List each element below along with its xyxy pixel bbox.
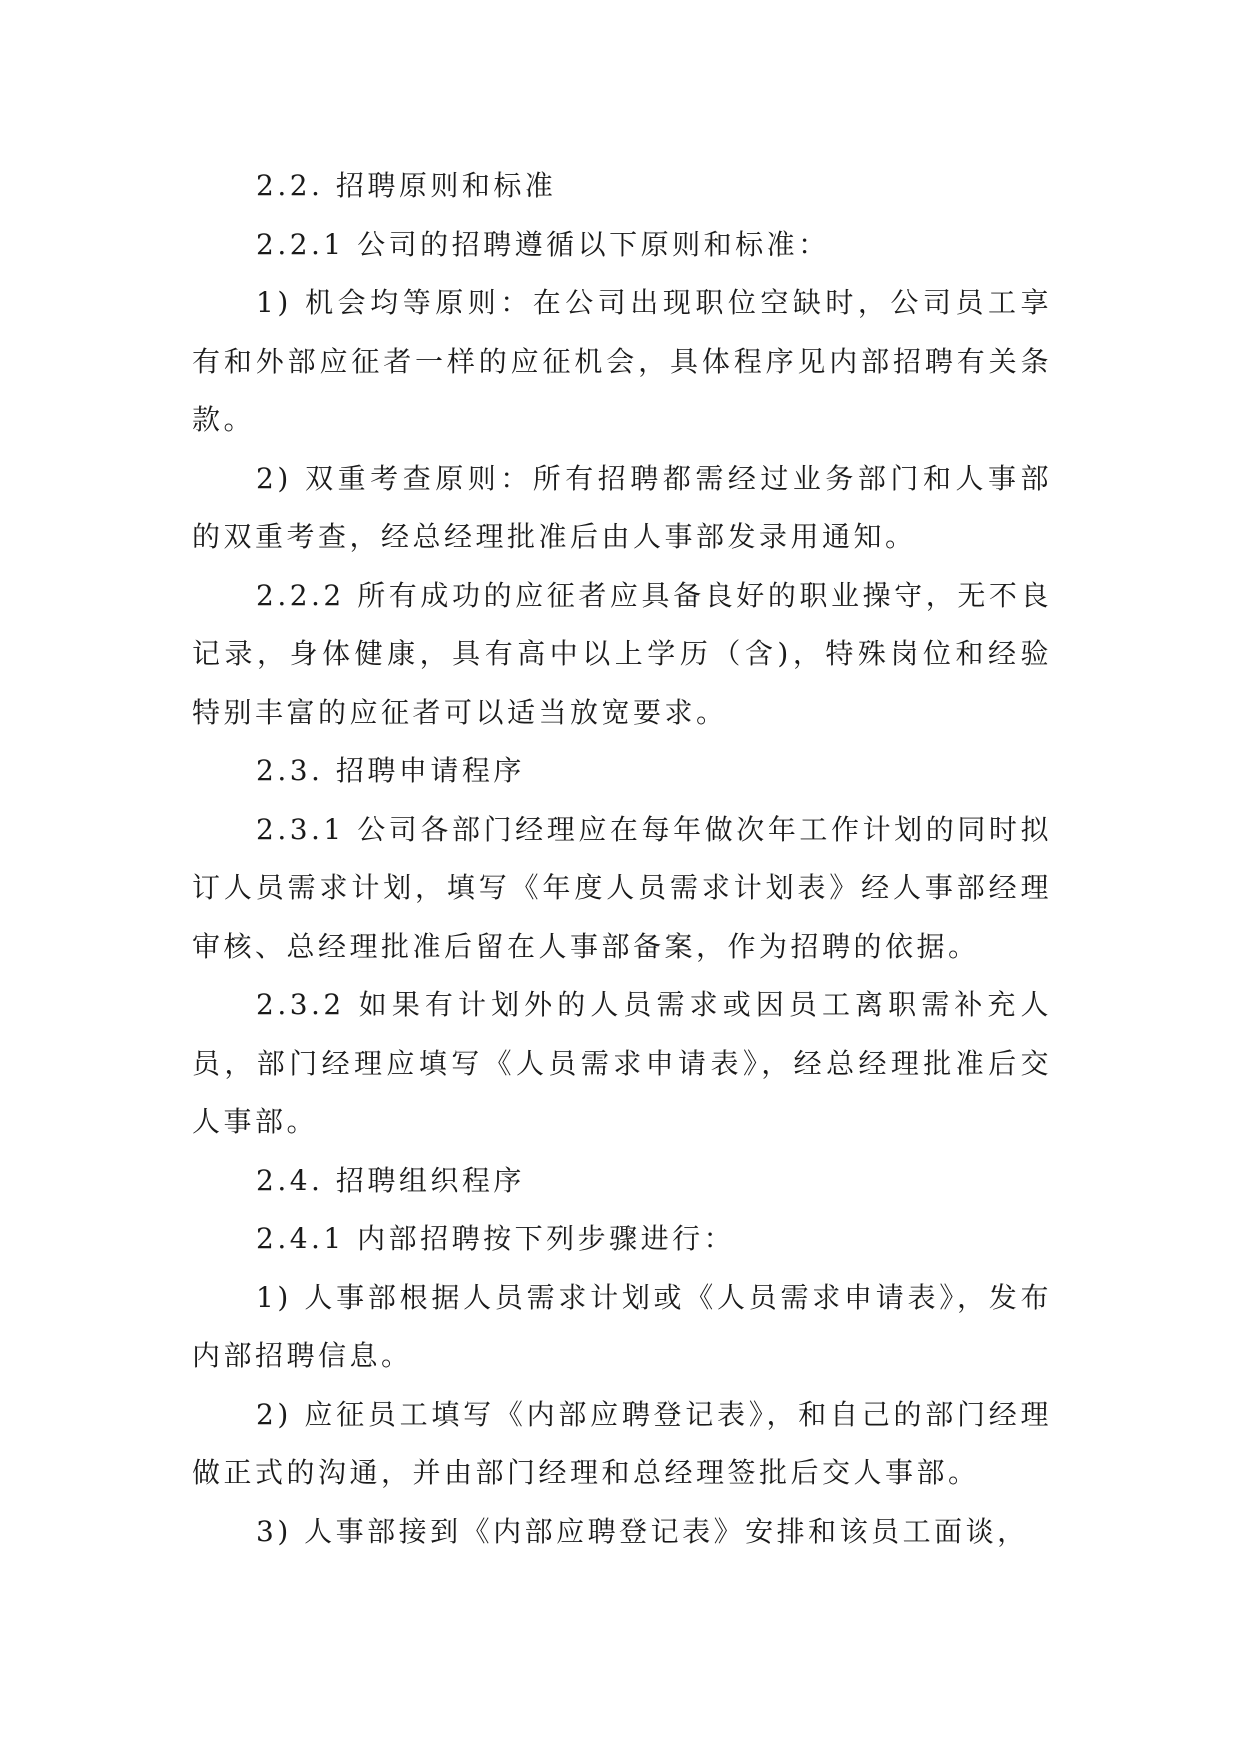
paragraph-2-4-1: 2.4.1 内部招聘按下列步骤进行：	[256, 1222, 736, 1255]
paragraph-2-2-2: 2.2.2 所有成功的应征者应具备良好的职业操守，无不良记录，身体健康，具有高中以上学历（含)，特殊岗位和经验特别丰富的应征者可以适当放宽要求。	[192, 578, 1052, 729]
paragraph-2-2-1: 2.2.1 公司的招聘遵循以下原则和标准：	[256, 227, 830, 261]
list-item-fill-form: 2) 应征员工填写《内部应聘登记表》，和自己的部门经理做正式的沟通，并由部门经理和总经理签批后交人事部。	[192, 1397, 1052, 1489]
list-item-interview: 3) 人事部接到《内部应聘登记表》安排和该员工面谈，	[256, 1514, 1029, 1548]
section-heading-2-3: 2.3. 招聘申请程序	[256, 754, 525, 787]
list-item-publish-info: 1) 人事部根据人员需求计划或《人员需求申请表》，发布内部招聘信息。	[192, 1280, 1052, 1372]
list-item-equal-opportunity: 1) 机会均等原则：在公司出现职位空缺时，公司员工享有和外部应征者一样的应征机会，具体程序见内部招聘有关条款。	[192, 286, 1052, 436]
section-heading-2-2: 2.2. 招聘原则和标准	[256, 169, 557, 202]
paragraph-2-3-1: 2.3.1 公司各部门经理应在每年做次年工作计划的同时拟订人员需求计划，填写《年度人员需求计划表》经人事部经理审核、总经理批准后留在人事部备案，作为招聘的依据。	[192, 812, 1052, 963]
list-item-dual-review: 2) 双重考查原则：所有招聘都需经过业务部门和人事部的双重考查，经总经理批准后由人事部发录用通知。	[192, 461, 1052, 553]
paragraph-2-3-2: 2.3.2 如果有计划外的人员需求或因员工离职需补充人员，部门经理应填写《人员需求申请表》，经总经理批准后交人事部。	[192, 988, 1052, 1138]
section-heading-2-4: 2.4. 招聘组织程序	[256, 1163, 525, 1197]
document-page	[192, 157, 1052, 1561]
